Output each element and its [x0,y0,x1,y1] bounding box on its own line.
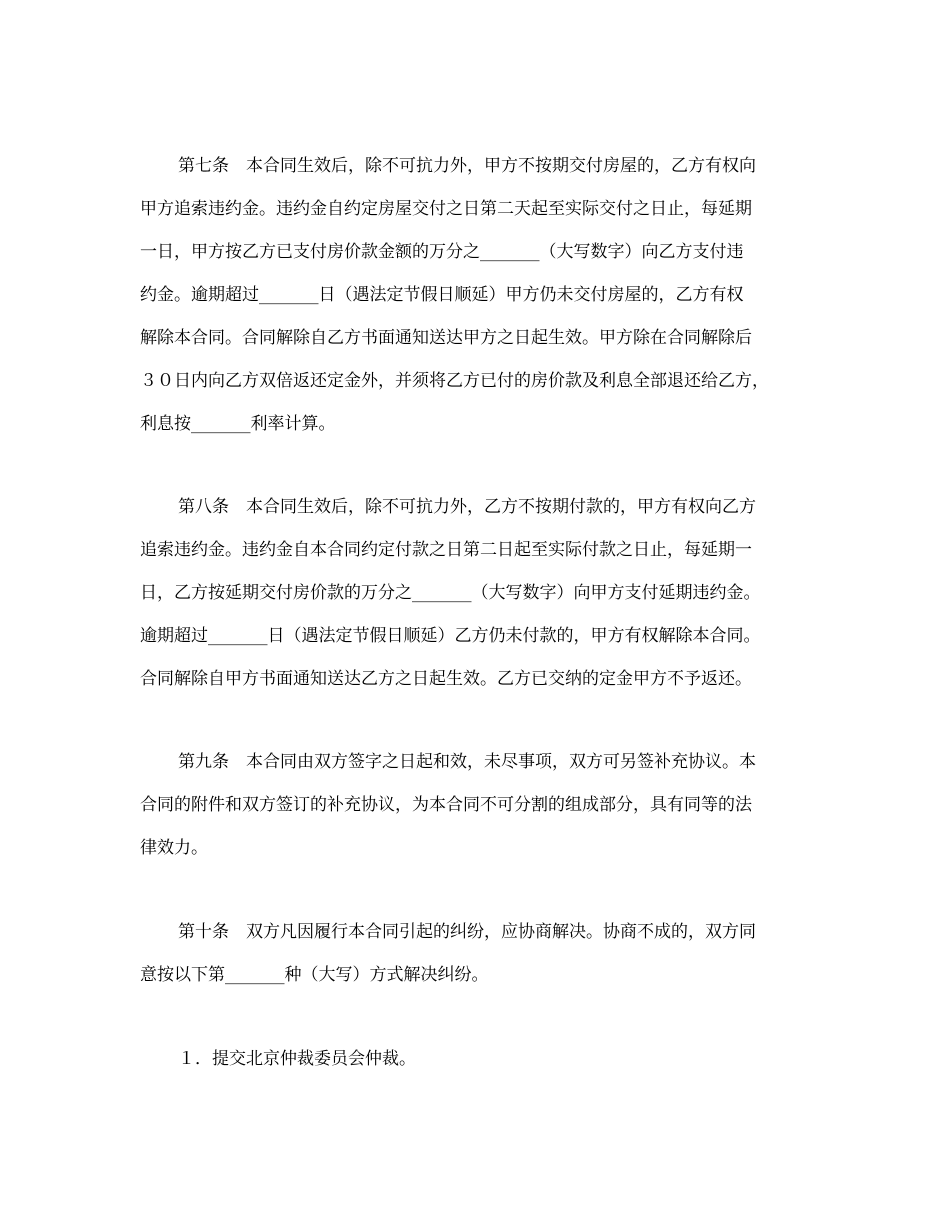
article-10-line-1: 第十条 双方凡因履行本合同引起的纠纷，应协商解决。协商不成的，双方同 [178,922,756,942]
article-7-line-6: ３０日内向乙方双倍返还定金外，并须将乙方已付的房价款及利息全部退还给乙方， [140,371,769,391]
article-9-line-2: 合同的附件和双方签订的补充协议，为本合同不可分割的组成部分，具有同等的法 [140,795,752,815]
resolution-option-1-text: １．提交北京仲裁委员会仲裁。 [178,1049,416,1069]
article-8-line-1: 第八条 本合同生效后，除不可抗力外，乙方不按期付款的，甲方有权向乙方 [178,497,756,517]
article-10-line-2: 意按以下第_______种（大写）方式解决纠纷。 [140,965,489,985]
article-7-line-2: 甲方追索违约金。违约金自约定房屋交付之日第二天起至实际交付之日止，每延期 [140,199,752,219]
article-8-line-3: 日，乙方按延期交付房价款的万分之_______（大写数字）向甲方支付延期违约金。 [140,583,761,603]
article-9-line-3: 律效力。 [140,838,208,858]
article-7-line-7: 利息按_______利率计算。 [140,414,336,434]
article-9-line-1: 第九条 本合同由双方签字之日起和效，未尽事项，双方可另签补充协议。本 [178,752,756,772]
article-7-line-1: 第七条 本合同生效后，除不可抗力外，甲方不按期交付房屋的，乙方有权向 [178,156,756,176]
article-8-line-2: 追索违约金。违约金自本合同约定付款之日第二日起至实际付款之日止，每延期一 [140,540,752,560]
article-7-line-3: 一日，甲方按乙方已支付房价款金额的万分之_______（大写数字）向乙方支付违 [140,242,744,262]
article-7-line-4: 约金。逾期超过_______日（遇法定节假日顺延）甲方仍未交付房屋的，乙方有权 [140,285,744,305]
article-8-line-4: 逾期超过_______日（遇法定节假日顺延）乙方仍未付款的，甲方有权解除本合同。 [140,626,761,646]
article-8-line-5: 合同解除自甲方书面通知送达乙方之日起生效。乙方已交纳的定金甲方不予返还。 [140,669,752,689]
article-7-line-5: 解除本合同。合同解除自乙方书面通知送达甲方之日起生效。甲方除在合同解除后 [140,328,752,348]
